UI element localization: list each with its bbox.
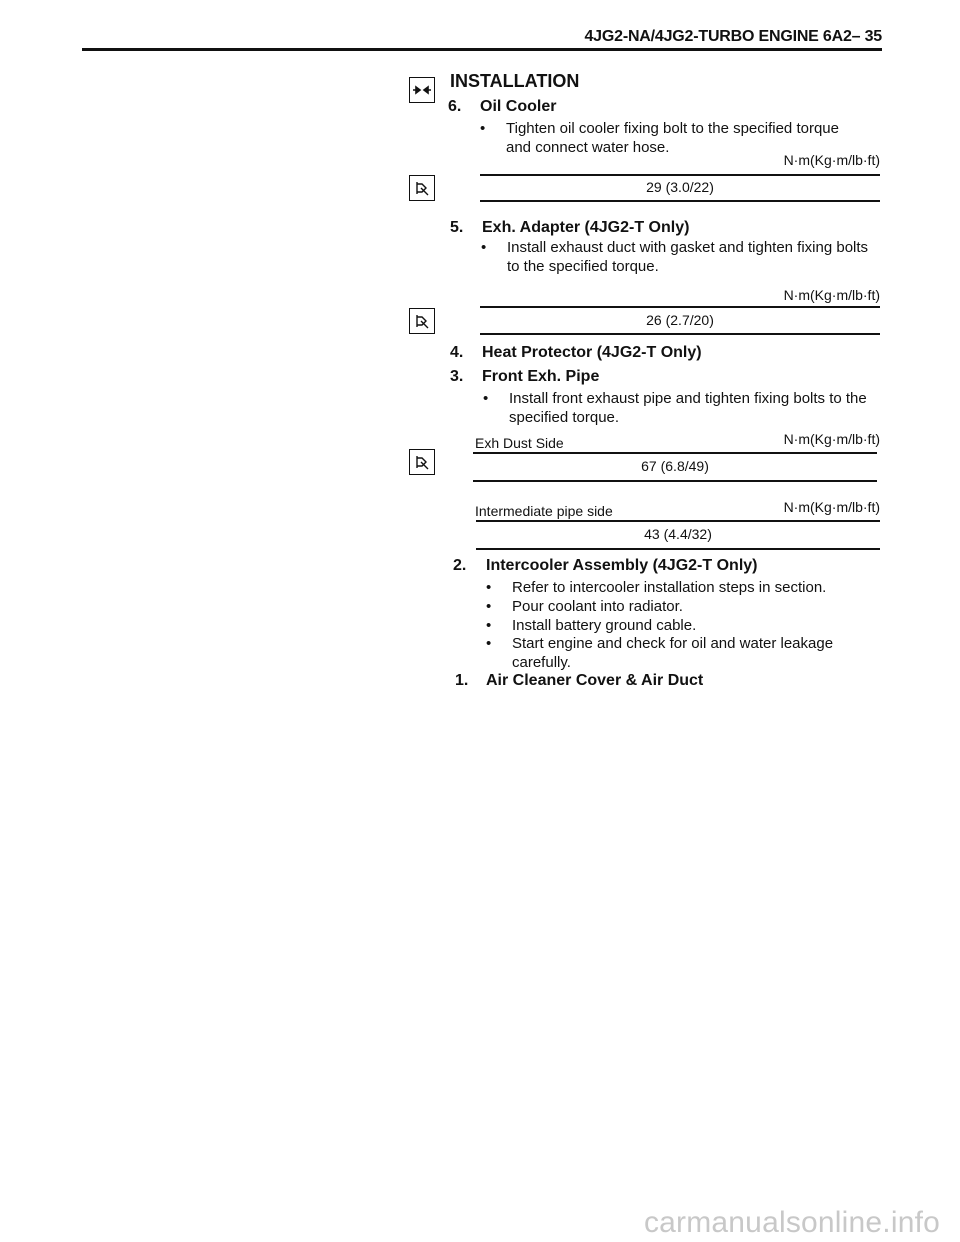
step-2-bullet-4: • Start engine and check for oil and water leakage carefully. <box>486 635 834 671</box>
step-5-heading: 5. Exh. Adapter (4JG2-T Only) <box>450 219 690 236</box>
torque-rule-top <box>476 520 880 522</box>
torque-rule-bottom <box>480 333 880 335</box>
torque-unit-exh: N·m(Kg·m/lb·ft) <box>783 431 880 447</box>
torque-rule-bottom <box>476 548 880 550</box>
header-rule <box>82 48 882 51</box>
step-5-bullet: • Install exhaust duct with gasket and tighten fixing bolts to the specified torque. <box>481 239 869 275</box>
step-3-heading: 3. Front Exh. Pipe <box>450 368 600 385</box>
step-4-heading: 4. Heat Protector (4JG2-T Only) <box>450 344 702 361</box>
bullet-dot: • <box>480 120 486 137</box>
page-header: 4JG2-NA/4JG2-TURBO ENGINE 6A2– 35 <box>584 28 882 45</box>
step-3-bullet: • Install front exhaust pipe and tighten fixing bolts to the specified torque. <box>483 390 867 426</box>
step-1-heading: 1. Air Cleaner Cover & Air Duct <box>455 672 704 689</box>
torque-label-intermediate: Intermediate pipe side <box>475 503 613 519</box>
torque-rule-bottom <box>480 200 880 202</box>
torque-unit-intermediate: N·m(Kg·m/lb·ft) <box>783 499 880 515</box>
torque-wrench-icon <box>409 449 435 475</box>
step-2-bullet-2: • Pour coolant into radiator. <box>486 598 683 615</box>
install-arrows-icon <box>409 77 435 103</box>
step-6-torque-unit: N·m(Kg·m/lb·ft) <box>783 152 880 168</box>
torque-rule-bottom <box>473 480 877 482</box>
torque-value-exh: 67 (6.8/49) <box>641 458 709 474</box>
step-6-number: 6. <box>448 98 462 115</box>
watermark: carmanualsonline.info <box>643 1206 940 1239</box>
torque-rule-top <box>480 174 880 176</box>
step-6-heading <box>448 98 556 116</box>
step-6-title: Oil Cooler <box>480 98 557 115</box>
torque-rule-top <box>473 452 877 454</box>
torque-rule-top <box>480 306 880 308</box>
torque-wrench-icon <box>409 175 435 201</box>
step-2-heading: 2. Intercooler Assembly (4JG2-T Only) <box>453 557 758 574</box>
torque-label-exh: Exh Dust Side <box>475 435 564 451</box>
step-6-torque-value: 29 (3.0/22) <box>646 179 714 195</box>
torque-wrench-icon <box>409 308 435 334</box>
step-2-bullet-1: • Refer to intercooler installation steps in section. <box>486 579 827 596</box>
torque-value-intermediate: 43 (4.4/32) <box>644 526 712 542</box>
step-6-bullet: • Tighten oil cooler fixing bolt to the specified torque and connect water hose. <box>480 120 839 156</box>
step-5-torque-unit: N·m(Kg·m/lb·ft) <box>783 287 880 303</box>
step-5-torque-value: 26 (2.7/20) <box>646 312 714 328</box>
section-title: INSTALLATION <box>450 71 580 91</box>
step-2-bullet-3: • Install battery ground cable. <box>486 617 697 634</box>
